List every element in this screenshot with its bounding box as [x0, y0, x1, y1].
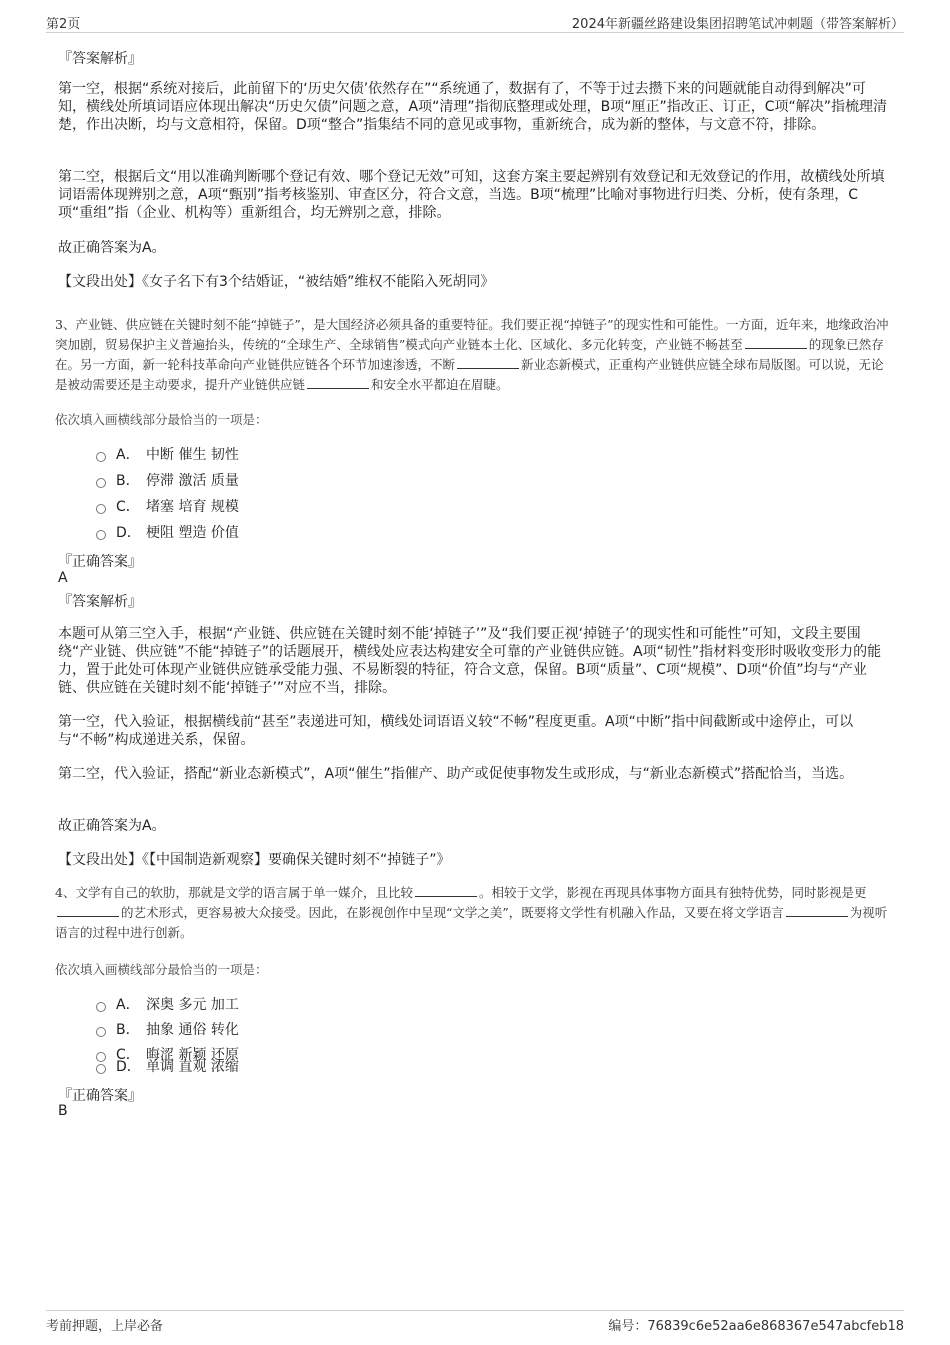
blank-1 [745, 336, 807, 349]
q3-prompt: 依次填入画横线部分最恰当的一项是： [55, 412, 268, 427]
blank-2 [57, 904, 119, 917]
q4-option-b[interactable]: B． 抽象 通俗 转化 [96, 1019, 239, 1039]
blank-1 [415, 884, 477, 897]
q3-option-a[interactable]: A． 中断 催生 韧性 [96, 444, 239, 464]
q3-option-b[interactable]: B． 停滞 激活 质量 [96, 470, 239, 490]
q3-conclusion: 故正确答案为A。 [58, 818, 166, 834]
q4-correct-label: 『正确答案』 [58, 1088, 142, 1104]
q4-correct-answer: B [58, 1103, 68, 1119]
blank-2 [457, 356, 519, 369]
q3-correct-answer: A [58, 570, 68, 586]
q2-analysis-label: 『答案解析』 [58, 51, 142, 67]
footer-slogan: 考前押题，上岸必备 [46, 1319, 164, 1334]
q4-prompt: 依次填入画横线部分最恰当的一项是： [55, 962, 268, 977]
q4-option-a[interactable]: A． 深奥 多元 加工 [96, 994, 239, 1014]
radio-icon[interactable] [96, 1027, 106, 1037]
document-title: 2024年新疆丝路建设集团招聘笔试冲刺题（带答案解析） [571, 17, 904, 32]
radio-icon[interactable] [96, 530, 106, 540]
q3-analysis-p3: 第二空，代入验证，搭配“新业态新模式”，A项“催生”指催产、助产或促使事物发生或形成，与“新业态新模式”搭配恰当，当选。 [58, 766, 854, 782]
q3-analysis-p2: 第一空，代入验证，根据横线前“甚至”表递进可知，横线处词语语义较“不畅”程度更重。A项“中断”指中间截断或中途停止，可以与“不畅”构成递进关系，保留。 [58, 714, 854, 748]
radio-icon[interactable] [96, 478, 106, 488]
q3-source: 【文段出处】《【中国制造新观察】要确保关键时刻不“掉链子”》 [58, 852, 451, 868]
q3-analysis-p1: 本题可从第三空入手，根据“产业链、供应链在关键时刻不能‘掉链子’”及“我们要正视‘掉链子’的现实性和可能性”可知，文段主要围绕“产业链、供应链”不能“掉链子”的话题展开，横线处应表达构建安全可靠的产业链供应链。A项“韧性”指材料变形时吸收变形力的能力，置于此处可体现产业链供应链承受能力强、不易断裂的特征，符合文意，保留。B项“质量”、C项“规模”、D项“价值”均与“产业链、供应链在关键时刻不能‘掉链子’”对应不当，排除。 [58, 626, 882, 696]
q4-option-c[interactable]: C． 晦涩 新颖 还原 [96, 1044, 239, 1064]
q2-analysis-p1: 第一空，根据“系统对接后，此前留下的‘历史欠债’依然存在”“系统通了，数据有了，不等于过去攒下来的问题就能自动得到解决”可知，横线处所填词语应体现出解决“历史欠债”问题之意，A项“清理”指彻底整理或处理，B项“厘正”指改正、订正，C项“解决”指梳理清楚，作出决断，均与文意相符，保留。D项“整合”指集结不同的意见或事物，重新统合，成为新的整体，与文意不符，排除。 [58, 81, 887, 133]
radio-icon[interactable] [96, 1064, 106, 1074]
q3-option-d[interactable]: D． 梗阻 塑造 价值 [96, 522, 239, 542]
q3-option-c[interactable]: C． 堵塞 培育 规模 [96, 496, 239, 516]
q4-option-d[interactable]: D． 单调 直观 浓缩 [96, 1056, 239, 1076]
page-number: 第2页 [46, 17, 81, 32]
blank-3 [786, 904, 848, 917]
q3-text: 3、产业链、供应链在关键时刻不能“掉链子”，是大国经济必须具备的重要特征。我们要正视“掉链子”的现实性和可能性。一方面，近年来，地缘政治冲突加剧，贸易保护主义普遍抬头，传统的“全球生产、全球销售”模式向产业链本土化、区域化、多元化转变，产业链不畅甚至 的现象已然存在。另一方面，新一轮科技革命向产业链供应链各个环节加速渗透，不断 新业态新模式，正重构产业链供应链全球布局版图。可以说，无论是被动需要还是主动要求，提升产业链供应链 和安全水平都迫在眉睫。 [55, 317, 889, 392]
radio-icon[interactable] [96, 452, 106, 462]
q2-analysis-p2: 第二空，根据后文“用以准确判断哪个登记有效、哪个登记无效”可知，这套方案主要起辨别有效登记和无效登记的作用，故横线处所填词语需体现辨别之意，A项“甄别”指考核鉴别、审查区分，符合文意，当选。B项“梳理”比喻对事物进行归类、分析，使有条理，C项“重组”指（企业、机构等）重新组合，均无辨别之意，排除。 [58, 169, 885, 221]
page-footer [46, 1310, 904, 1333]
q3-correct-label: 『正确答案』 [58, 554, 142, 570]
q2-source: 【文段出处】《女子名下有3个结婚证，“被结婚”维权不能陷入死胡同》 [58, 274, 495, 290]
radio-icon[interactable] [96, 1002, 106, 1012]
blank-3 [307, 376, 369, 389]
radio-icon[interactable] [96, 504, 106, 514]
q4-text: 4、文学有自己的软肋，那就是文学的语言属于单一媒介，且比较 。相较于文学，影视在再现具体事物方面具有独特优势，同时影视是更的艺术形式，更容易被大众接受。因此，在影视创作中呈现“文学之美”，既要将文学性有机融入作品，又要在将文学语言 为视听语言的过程中进行创新。 [55, 885, 888, 940]
q3-analysis-label: 『答案解析』 [58, 594, 142, 610]
q2-conclusion: 故正确答案为A。 [58, 240, 166, 256]
document-id: 编号：76839c6e52aa6e868367e547abcfeb18 [608, 1319, 904, 1334]
page-header [46, 12, 904, 33]
